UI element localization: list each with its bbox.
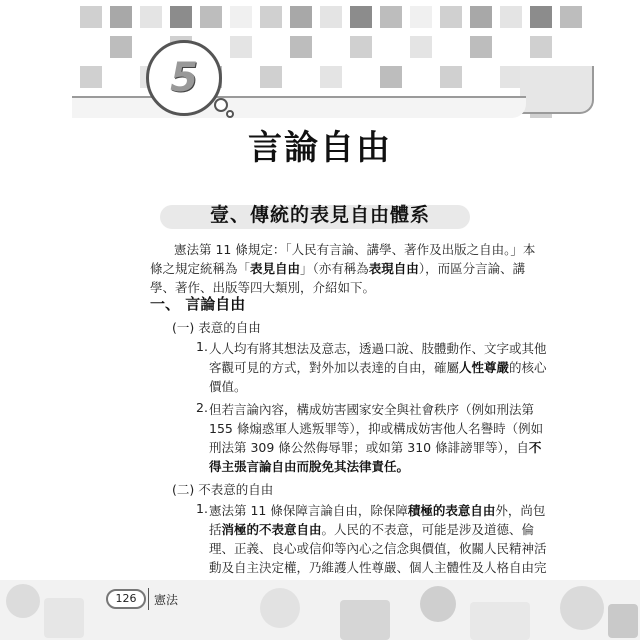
list-item-line: 價值。 [209, 379, 247, 394]
list-item-number: 2. [196, 400, 208, 415]
list-item-line: 動及自主決定權，乃維護人性尊嚴、個人主體性及人格自由完 [209, 560, 547, 575]
banner-square [170, 6, 192, 28]
footer-divider [148, 588, 149, 610]
footer-background [0, 580, 640, 640]
banner-square [260, 66, 282, 88]
banner-square [140, 6, 162, 28]
list-item-line: 但若言論內容，構成妨害國家安全與社會秩序（例如刑法第 [209, 402, 535, 417]
footer-decoration [560, 586, 604, 630]
chapter-number-badge [146, 40, 222, 116]
badge-bubble-small [226, 110, 234, 118]
banner-square [440, 66, 462, 88]
footer-decoration [260, 588, 300, 628]
banner-square [470, 36, 492, 58]
banner-square [110, 36, 132, 58]
footer-decoration [420, 586, 456, 622]
banner-square [410, 36, 432, 58]
subheading-expression: (一) 表意的自由 [172, 320, 261, 335]
intro-line-3: 學、著作、出版等四大類別，介紹如下。 [150, 280, 376, 295]
footer-decoration [470, 602, 530, 640]
list-item-number: 1. [196, 339, 208, 354]
banner-square [200, 6, 222, 28]
list-item-line: 155 條煽惑軍人逃叛罪等），抑或構成妨害他人名譽時（例如 [209, 421, 544, 436]
intro-line-1: 憲法第 11 條規定：「人民有言論、講學、著作及出版之自由。」本 [174, 242, 536, 257]
chapter-number: 5 [170, 55, 198, 101]
banner-square [230, 6, 252, 28]
footer-decoration [608, 604, 638, 638]
footer-decoration [340, 600, 390, 640]
banner-square [350, 36, 372, 58]
banner-square [530, 6, 552, 28]
banner-square [290, 6, 312, 28]
banner-square [440, 6, 462, 28]
banner-square [110, 6, 132, 28]
footer-decoration [6, 584, 40, 618]
banner-underline [72, 96, 526, 118]
banner-square [320, 66, 342, 88]
banner-square [500, 66, 522, 88]
list-item-line: 憲法第 11 條保障言論自由，除保障積極的表意自由外，尚包 [209, 503, 546, 518]
page-number: 126 [106, 589, 146, 609]
banner-square [230, 36, 252, 58]
chapter-title: 言論自由 [248, 128, 392, 168]
banner-square [530, 36, 552, 58]
heading-speech-freedom: 一、 言論自由 [150, 295, 246, 313]
banner-square [260, 6, 282, 28]
banner-square [410, 6, 432, 28]
badge-bubble-large [214, 98, 228, 112]
banner-square [350, 6, 372, 28]
list-item-line: 理、正義、良心或信仰等內心之信念與價值，攸關人民精神活 [209, 541, 547, 556]
banner-square [80, 6, 102, 28]
banner-square [80, 66, 102, 88]
list-item-line: 括消極的不表意自由。人民的不表意，可能是涉及道德、倫 [209, 522, 535, 537]
banner-square [500, 6, 522, 28]
subheading-non-expression: (二) 不表意的自由 [172, 482, 274, 497]
intro-line-2: 條之規定統稱為「表見自由」（亦有稱為表現自由），而區分言論、講 [150, 261, 526, 276]
banner-square [380, 66, 402, 88]
list-item-line: 人人均有將其想法及意志，透過口說、肢體動作、文字或其他 [209, 341, 547, 356]
running-footer-title: 憲法 [154, 593, 179, 607]
banner-square [320, 6, 342, 28]
footer-decoration [44, 598, 84, 638]
banner-square [380, 6, 402, 28]
section-title: 壹、傳統的表見自由體系 [209, 204, 430, 226]
banner-square [470, 6, 492, 28]
banner-tab [520, 66, 594, 114]
list-item-number: 1. [196, 501, 208, 516]
list-item-line: 刑法第 309 條公然侮辱罪；或如第 310 條誹謗罪等），自不 [209, 440, 542, 455]
list-item-line: 客觀可見的方式，對外加以表達的自由，確屬人性尊嚴的核心 [209, 360, 547, 375]
banner-square [290, 36, 312, 58]
banner-square [560, 6, 582, 28]
list-item-line: 得主張言論自由而脫免其法律責任。 [209, 459, 410, 474]
